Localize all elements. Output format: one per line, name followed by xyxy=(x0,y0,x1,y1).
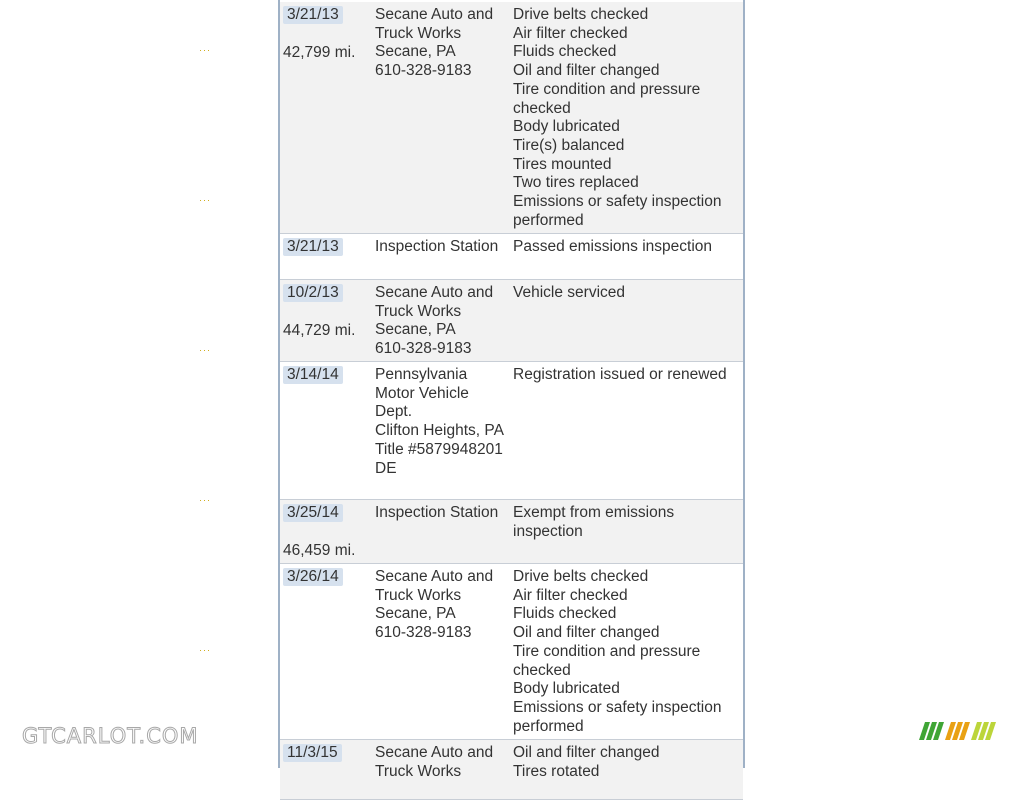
record-date: 3/14/14 xyxy=(283,366,343,384)
brand-stripes-icon xyxy=(919,720,999,742)
history-record xyxy=(280,280,743,362)
gallery-dots: ··· xyxy=(199,495,211,505)
record-mileage: 44,729 mi. xyxy=(283,322,356,339)
source-name: Secane Auto and Truck Works xyxy=(375,6,494,42)
source-phone: 610-328-9183 xyxy=(375,62,472,80)
detail-item: Vehicle serviced xyxy=(513,284,626,301)
record-source xyxy=(375,284,509,359)
record-date: 11/3/15 xyxy=(283,744,342,762)
detail-item: Oil and filter changed xyxy=(513,624,660,642)
record-date-cell xyxy=(283,238,371,257)
source-name: Pennsylvania Motor Vehicle Dept. xyxy=(375,366,469,421)
gallery-dots: ··· xyxy=(199,45,211,55)
history-record xyxy=(280,362,743,500)
source-name: Inspection Station xyxy=(375,238,499,255)
record-date: 10/2/13 xyxy=(283,284,343,302)
record-date: 3/25/14 xyxy=(283,504,343,522)
record-source xyxy=(375,744,509,781)
record-source xyxy=(375,366,509,478)
gallery-dots: ··· xyxy=(199,345,211,355)
gtcarlot-logo[interactable]: GTCARLOT.COM xyxy=(22,724,199,748)
detail-item: Two tires replaced xyxy=(513,174,639,192)
record-date-cell xyxy=(283,284,371,303)
detail-item: Emissions or safety inspection performed xyxy=(513,193,722,229)
detail-item: Air filter checked xyxy=(513,24,628,42)
detail-item: Body lubricated xyxy=(513,680,620,698)
record-date-cell xyxy=(283,6,371,25)
stripe-group-lime xyxy=(971,722,996,740)
record-details xyxy=(513,568,741,736)
source-phone: 610-328-9183 xyxy=(375,340,472,358)
record-date-cell xyxy=(283,366,371,385)
gallery-dots: ··· xyxy=(199,645,211,655)
gallery-dots: ··· xyxy=(199,195,211,205)
record-date-cell xyxy=(283,744,371,763)
detail-item: Air filter checked xyxy=(513,586,628,604)
history-record xyxy=(280,234,743,280)
detail-item: Oil and filter changed xyxy=(513,62,660,80)
detail-item: Passed emissions inspection xyxy=(513,238,713,255)
detail-item: Fluids checked xyxy=(513,43,617,61)
detail-item: Exempt from emissions inspection xyxy=(513,504,675,540)
source-location: Clifton Heights, PA xyxy=(375,422,504,440)
record-date: 3/21/13 xyxy=(283,238,343,256)
record-details xyxy=(513,284,741,303)
history-record xyxy=(280,2,743,234)
record-source xyxy=(375,6,509,81)
record-date-cell xyxy=(283,504,371,523)
record-source xyxy=(375,504,509,523)
source-name: Secane Auto and Truck Works xyxy=(375,744,494,780)
detail-item: Body lubricated xyxy=(513,118,620,136)
stripe-group-green xyxy=(919,722,944,740)
history-record xyxy=(280,564,743,740)
history-record xyxy=(280,500,743,564)
source-name: Inspection Station xyxy=(375,504,499,521)
record-date: 3/21/13 xyxy=(283,6,343,24)
source-name: Secane Auto and Truck Works xyxy=(375,284,494,320)
record-details xyxy=(513,238,741,257)
record-mileage: 42,799 mi. xyxy=(283,44,356,61)
source-phone: 610-328-9183 xyxy=(375,624,472,642)
detail-item: Drive belts checked xyxy=(513,6,649,23)
record-date-cell xyxy=(283,568,371,587)
source-title-number: Title #5879948201 DE xyxy=(375,440,503,477)
detail-item: Emissions or safety inspection performed xyxy=(513,698,722,735)
record-mileage: 46,459 mi. xyxy=(283,542,356,559)
record-source xyxy=(375,568,509,643)
vehicle-history-table xyxy=(278,0,745,780)
detail-item: Tires rotated xyxy=(513,762,600,780)
detail-item: Tire condition and pressure checked xyxy=(513,80,701,117)
detail-item: Fluids checked xyxy=(513,605,617,623)
history-record xyxy=(280,740,743,800)
record-details xyxy=(513,744,741,781)
detail-item: Tire condition and pressure checked xyxy=(513,642,701,679)
record-date: 3/26/14 xyxy=(283,568,343,586)
record-details xyxy=(513,504,741,541)
detail-item: Tires mounted xyxy=(513,155,612,173)
source-location: Secane, PA xyxy=(375,321,456,339)
stripe-group-orange xyxy=(945,722,970,740)
record-details xyxy=(513,366,741,385)
record-source xyxy=(375,238,509,257)
record-details xyxy=(513,6,741,230)
source-location: Secane, PA xyxy=(375,43,456,61)
detail-item: Tire(s) balanced xyxy=(513,136,625,154)
detail-item: Oil and filter changed xyxy=(513,744,660,761)
source-location: Secane, PA xyxy=(375,605,456,623)
source-name: Secane Auto and Truck Works xyxy=(375,568,494,604)
detail-item: Registration issued or renewed xyxy=(513,366,727,383)
detail-item: Drive belts checked xyxy=(513,568,649,585)
